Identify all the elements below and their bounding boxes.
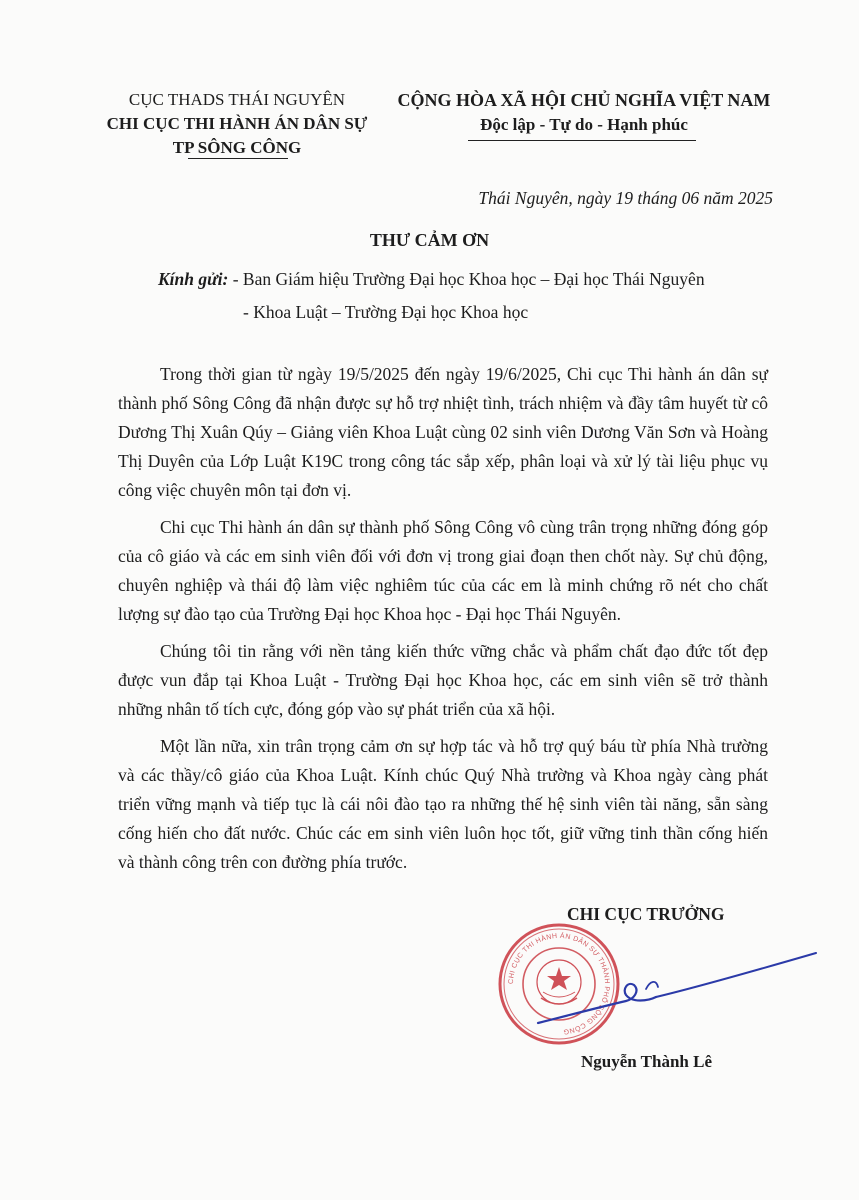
paragraph: Chúng tôi tin rằng với nền tảng kiến thức vững chắc và phẩm chất đạo đức tốt đẹp được vun đắp tại Khoa Luật - Trường Đại học Khoa học, các em sinh viên sẽ trở thành những nhân tố tích cực, đóng góp vào sự phát triển của xã hội. xyxy=(118,641,768,719)
addressee-recipient-2: - Khoa Luật – Trường Đại học Khoa học xyxy=(243,302,529,322)
motto-underline xyxy=(468,140,696,141)
handwritten-signature xyxy=(530,945,820,1035)
paragraph: Trong thời gian từ ngày 19/5/2025 đến ngày 19/6/2025, Chi cục Thi hành án dân sự thành phố Sông Công đã nhận được sự hỗ trợ nhiệt tình, trách nhiệm và đầy tâm huyết từ cô Dương Thị Xuân Qúy – Giảng viên Khoa Luật cùng 02 sinh viên Dương Văn Sơn và Hoàng Thị Duyên của Lớp Luật K19C trong công tác sắp xếp, phân loại và xử lý tài liệu phục vụ công việc chuyên môn tại đơn vị. xyxy=(118,364,768,500)
signer-position: CHI CỤC TRƯỞNG xyxy=(567,904,725,924)
paragraph: Chi cục Thi hành án dân sự thành phố Sông Công vô cùng trân trọng những đóng góp của cô giáo và các em sinh viên đối với đơn vị trong giai đoạn then chốt này. Sự chủ động, chuyên nghiệp và thái độ làm việc nghiêm túc của các em là minh chứng rõ nét cho chất lượng sự đào tạo của Trường Đại học Khoa học - Đại học Thái Nguyên. xyxy=(118,517,768,624)
letter-date: Thái Nguyên, ngày 19 tháng 06 năm 2025 xyxy=(478,188,773,208)
letter-title: THƯ CẢM ƠN xyxy=(369,230,490,250)
agency-name: CHI CỤC THI HÀNH ÁN DÂN SỰ xyxy=(106,114,368,133)
letter-body xyxy=(118,360,768,885)
signer-name: Nguyễn Thành Lê xyxy=(581,1052,713,1071)
national-motto: Độc lập - Tự do - Hạnh phúc xyxy=(480,115,688,134)
parent-agency: CỤC THADS THÁI NGUYÊN xyxy=(128,90,346,109)
addressee-label: Kính gửi: xyxy=(158,269,229,289)
national-title: CỘNG HÒA XÃ HỘI CHỦ NGHĨA VIỆT NAM xyxy=(397,90,771,110)
paragraph: Một lần nữa, xin trân trọng cảm ơn sự hợp tác và hỗ trợ quý báu từ phía Nhà trường và các thầy/cô giáo của Khoa Luật. Kính chúc Quý Nhà trường và Khoa ngày càng phát triển vững mạnh và tiếp tục là cái nôi đào tạo ra những thế hệ sinh viên tài năng, sẵn sàng cống hiến cho đất nước. Chúc các em sinh viên luôn học tốt, giữ vững tinh thần cống hiến và thành công trên con đường phía trước. xyxy=(118,736,768,872)
issuing-agency xyxy=(92,88,382,160)
national-header xyxy=(388,88,780,138)
addressee-line-1 xyxy=(158,269,705,290)
agency-underline xyxy=(188,158,288,159)
addressee-recipient-1: - Ban Giám hiệu Trường Đại học Khoa học – Đại học Thái Nguyên xyxy=(232,269,705,289)
seal-lettering: CHI CỤC THI HÀNH ÁN DÂN SỰ THÀNH PHỐ SÔNG CÔNG xyxy=(507,932,611,1035)
agency-city: TP SÔNG CÔNG xyxy=(172,138,302,157)
